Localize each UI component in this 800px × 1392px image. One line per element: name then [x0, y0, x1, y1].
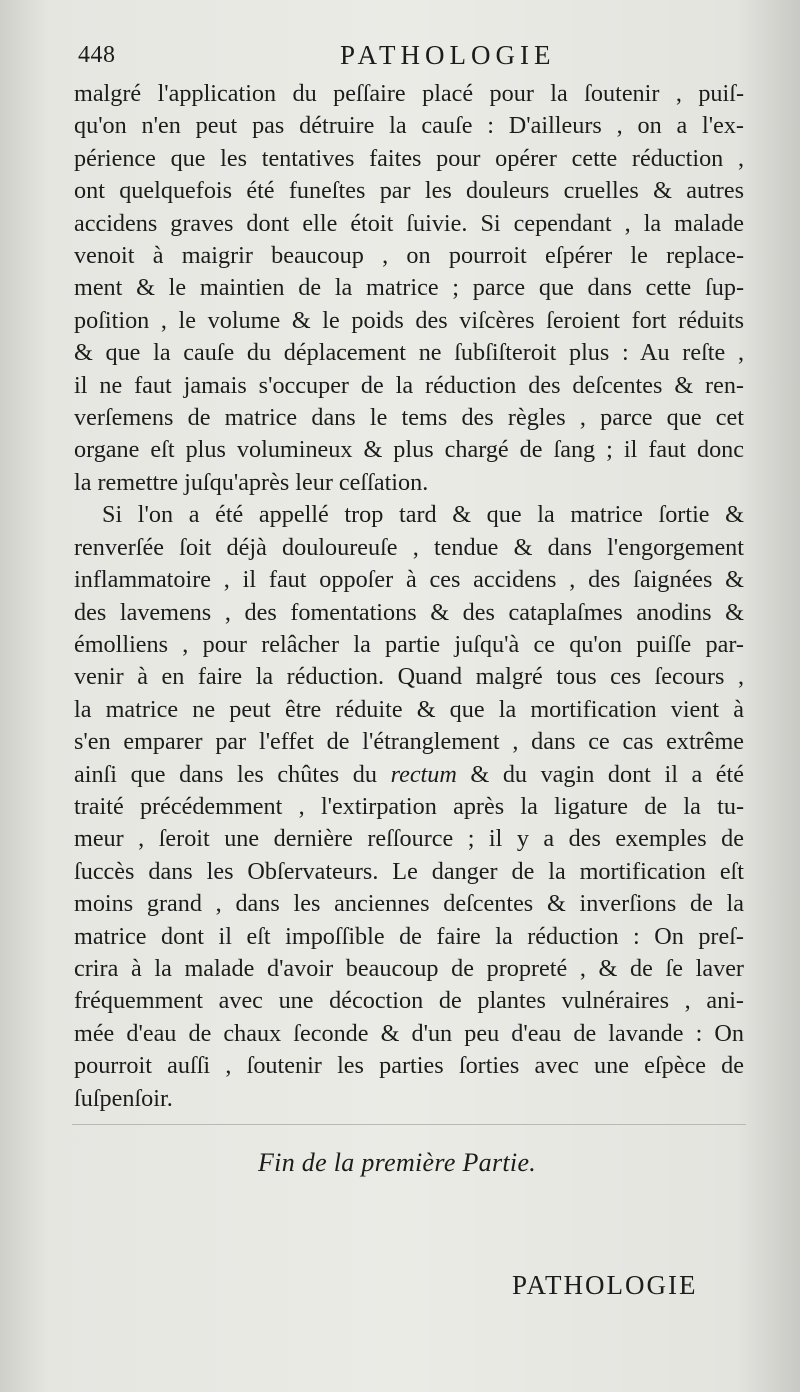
text-line: mée d'eau de chaux ſeconde & d'un peu d'eau de lavande : On [74, 1019, 744, 1047]
text-line: périence que les tentatives faites pour opérer cette réduction , [74, 144, 744, 172]
text-line: la matrice ne peut être réduite & que la mortification vient à [74, 695, 744, 723]
separator-rule [72, 1124, 746, 1125]
catchword: PATHOLOGIE [512, 1270, 698, 1300]
text-line: traité précédemment , l'extirpation après la ligature de la tu- [74, 792, 744, 820]
text-line: renverſée ſoit déjà douloureuſe , tendue & dans l'engorgement [74, 533, 744, 561]
text-line: meur , ſeroit une dernière reſſource ; il y a des exemples de [74, 825, 744, 853]
end-of-part-note: Fin de la première Partie. [258, 1148, 537, 1177]
text-line: venoit à maigrir beaucoup , on pourroit eſpérer le replace- [74, 242, 744, 270]
text-line: fréquemment avec une décoction de plantes vulnéraires , ani- [74, 987, 744, 1015]
text-line: verſemens de matrice dans le tems des règles , parce que cet [74, 404, 744, 432]
text-line: ment & le maintien de la matrice ; parce que dans cette ſup- [74, 274, 744, 302]
text-line: pourroit auſſi , ſoutenir les parties ſorties avec une eſpèce de [74, 1052, 744, 1080]
page-header [78, 38, 746, 74]
text-line: malgré l'application du peſſaire placé pour la ſoutenir , puiſ- [74, 80, 744, 107]
running-title: PATHOLOGIE [340, 40, 556, 70]
text-line: crira à la malade d'avoir beaucoup de propreté , & de ſe laver [74, 954, 744, 982]
page-number: 448 [78, 42, 116, 68]
text-line: ſuſpenſoir. [74, 1084, 173, 1112]
text-line: inflammatoire , il faut oppoſer à ces accidens , des ſaignées & [74, 566, 744, 594]
italic-word: rectum [390, 760, 457, 788]
text-line: poſition , le volume & le poids des viſcères ſeroient fort réduits [74, 306, 744, 334]
text-line: matrice dont il eſt impoſſible de faire la réduction : On preſ- [74, 922, 744, 950]
paragraph-1 [74, 78, 744, 499]
text-line: il ne faut jamais s'occuper de la réduction des deſcentes & ren- [74, 371, 744, 399]
text-line: accidens graves dont elle étoit ſuivie. Si cependant , la malade [74, 209, 744, 237]
text-line: organe eſt plus volumineux & plus chargé de ſang ; il faut donc [74, 436, 744, 464]
text-line: ont quelquefois été funeſtes par les douleurs cruelles & autres [74, 177, 744, 205]
text-line: qu'on n'en peut pas détruire la cauſe : D'ailleurs , on a l'ex- [74, 112, 744, 140]
text-line: des lavemens , des fomentations & des cataplaſmes anodins & [74, 598, 744, 626]
text-line-mixed [74, 759, 744, 791]
body-text [74, 78, 744, 1115]
text-line: moins grand , dans les anciennes deſcentes & inverſions de la [74, 890, 744, 918]
text-line: émolliens , pour relâcher la partie juſqu'à ce qu'on puiſſe par- [74, 630, 744, 658]
paragraph-2 [74, 499, 744, 1115]
text-segment: & du vagin dont il a été [470, 760, 744, 788]
text-line: s'en emparer par l'effet de l'étranglement , dans ce cas extrême [74, 728, 744, 756]
text-line: & que la cauſe du déplacement ne ſubſiſteroit plus : Au reſte , [74, 339, 744, 367]
text-line: venir à en faire la réduction. Quand malgré tous ces ſecours , [74, 663, 744, 691]
text-line: Si l'on a été appellé trop tard & que la matrice ſortie & [102, 501, 744, 529]
text-segment: ainſi que dans les chûtes du [74, 760, 377, 788]
text-line: la remettre juſqu'après leur ceſſation. [74, 468, 429, 496]
text-line: ſuccès dans les Obſervateurs. Le danger de la mortification eſt [74, 857, 744, 885]
